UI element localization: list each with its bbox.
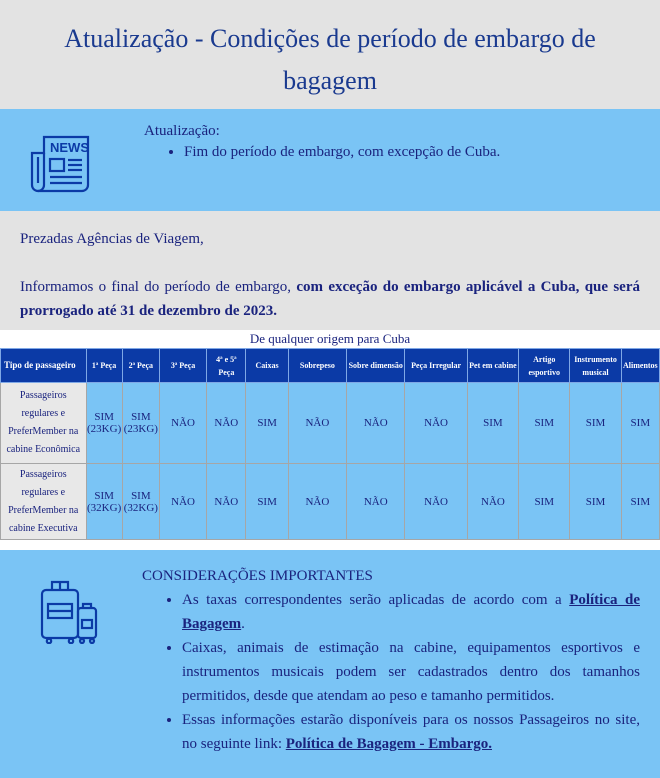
update-section [0,109,660,211]
header-cell: 1ª Peça [86,349,122,383]
header-cell: Instrumento musical [570,349,621,383]
row-passenger-type: Passageiros regulares e PreferMember na cabine Executiva [1,464,87,540]
letter-body-bold: com exceção do embargo aplicável a Cuba, que será prorrogado até 31 de dezembro de 2023. [20,279,641,319]
baggage-table [0,348,660,540]
table-cell: SIM [519,464,570,540]
header-cell: Caixas [246,349,288,383]
title-section [0,0,660,109]
embargo-policy-link[interactable]: Política de Bagagem - Embargo. [285,736,492,752]
considerations-title: CONSIDERAÇÕES IMPORTANTES [142,568,373,584]
table-cell: NÃO [288,464,346,540]
table-cell: NÃO [207,464,246,540]
consideration-item: • Caixas, animais de estimação na cabine, equipamentos esportivos e instrumentos musicais podem ser cadastrados dentro dos tamanhos permitidos, desde que atendam ao peso e tamanho permitidos. [182,636,640,708]
svg-text:NEWS: NEWS [50,140,89,155]
table-row [1,383,660,464]
row-passenger-type: Passageiros regulares e PreferMember na cabine Econômica [1,383,87,464]
header-cell: Artigo esportivo [519,349,570,383]
letter-body [20,275,640,323]
header-cell: Pet em cabine [467,349,518,383]
consideration-item [182,588,640,636]
update-item: • Fim do período de embargo, com excepção de Cuba. [184,144,500,161]
letter-section [0,211,660,330]
considerations-section [0,550,660,778]
table-cell: SIM [570,464,621,540]
table-cell: NÃO [347,464,405,540]
table-cell: SIM (32KG) [86,464,122,540]
header-cell: 3ª Peça [159,349,206,383]
table-cell: NÃO [405,383,467,464]
update-text [144,123,500,161]
table-cell: SIM (23KG) [122,383,159,464]
header-cell: 4ª e 5ª Peça [207,349,246,383]
letter-greeting: Prezadas Agências de Viagem, [20,231,204,247]
table-header-row [1,349,660,383]
header-passenger-type: Tipo de passageiro [1,349,87,383]
update-list [144,144,500,161]
header-cell: Sobrepeso [288,349,346,383]
table-cell: NÃO [159,464,206,540]
newspaper-icon [30,133,92,200]
item-text: As taxas correspondentes serão aplicadas de acordo com a [182,592,570,608]
table-cell: NÃO [467,464,518,540]
letter-body-text: Informamos o final do período de embargo, [20,279,297,295]
header-cell: 2ª Peça [122,349,159,383]
considerations-text [142,564,640,756]
item-end: . [241,616,245,632]
table-cell: NÃO [207,383,246,464]
table-cell: SIM (23KG) [86,383,122,464]
table-cell: NÃO [405,464,467,540]
table-cell: NÃO [288,383,346,464]
header-cell: Peça Irregular [405,349,467,383]
item-text: Essas informações estarão disponíveis para os nossos Passageiros no site, no seguinte link: [182,712,640,752]
baggage-policy-link[interactable]: Política de Bagagem [182,592,640,632]
table-cell: SIM [246,383,288,464]
update-label: Atualização: [144,123,220,139]
header-cell: Alimentos [621,349,659,383]
considerations-list [142,588,640,756]
table-cell: SIM [246,464,288,540]
table-cell: SIM [519,383,570,464]
table-caption: De qualquer origem para Cuba [0,330,660,348]
table-cell: SIM [570,383,621,464]
consideration-item [182,708,640,756]
table-cell: SIM [621,464,659,540]
page-title: Atualização - Condições de período de embargo de bagagem [64,24,596,95]
header-cell: Sobre dimensão [347,349,405,383]
table-cell: NÃO [159,383,206,464]
table-cell: NÃO [347,383,405,464]
table-row [1,464,660,540]
table-cell: SIM [467,383,518,464]
table-cell: SIM (32KG) [122,464,159,540]
table-cell: SIM [621,383,659,464]
luggage-icon [38,580,102,649]
